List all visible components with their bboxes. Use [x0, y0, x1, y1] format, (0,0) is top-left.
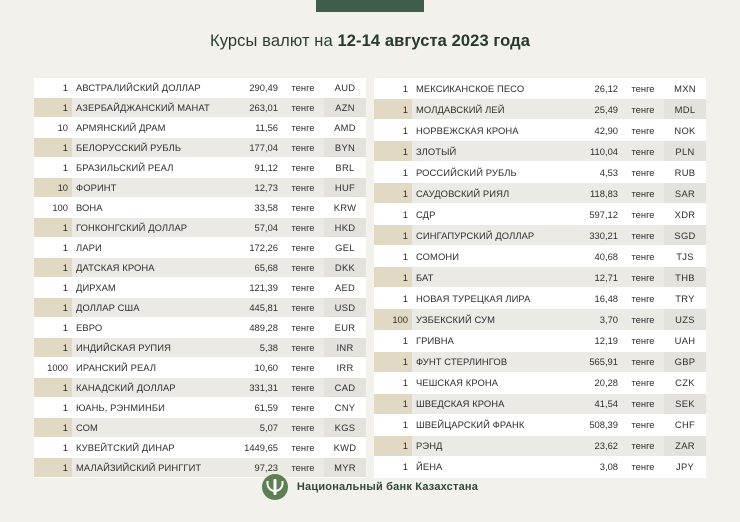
- currency-quantity: 1: [34, 298, 72, 318]
- currency-quantity: 1: [374, 351, 412, 372]
- top-decoration-bar: [0, 0, 740, 12]
- currency-code: UZS: [664, 309, 706, 330]
- currency-name: АРМЯНСКИЙ ДРАМ: [72, 118, 220, 138]
- currency-unit: тенге: [622, 393, 664, 414]
- currency-rate: 91,12: [220, 158, 282, 178]
- table-row: [34, 318, 366, 338]
- currency-rate: 97,23: [220, 458, 282, 478]
- currency-name: ЛАРИ: [72, 238, 220, 258]
- currency-quantity: 1: [374, 162, 412, 183]
- currency-name: НОРВЕЖСКАЯ КРОНА: [412, 120, 560, 141]
- currency-name: КУВЕЙТСКИЙ ДИНАР: [72, 438, 220, 458]
- currency-rate: 330,21: [560, 225, 622, 246]
- currency-code: CNY: [324, 398, 366, 418]
- currency-rate: 110,04: [560, 141, 622, 162]
- currency-code: KGS: [324, 418, 366, 438]
- currency-quantity: 1: [374, 99, 412, 120]
- currency-unit: тенге: [282, 198, 324, 218]
- currency-unit: тенге: [282, 258, 324, 278]
- currency-name: РОССИЙСКИЙ РУБЛЬ: [412, 162, 560, 183]
- currency-name: АВСТРАЛИЙСКИЙ ДОЛЛАР: [72, 78, 220, 98]
- currency-rate: 3,70: [560, 309, 622, 330]
- currency-name: ДОЛЛАР США: [72, 298, 220, 318]
- table-row: [374, 78, 706, 99]
- footer-label: Национальный банк Казахстана: [296, 481, 479, 493]
- currency-quantity: 1: [374, 372, 412, 393]
- table-row: [34, 398, 366, 418]
- currency-name: МОЛДАВСКИЙ ЛЕЙ: [412, 99, 560, 120]
- currency-code: USD: [324, 298, 366, 318]
- currency-rate: 65,68: [220, 258, 282, 278]
- currency-code: AZN: [324, 98, 366, 118]
- currency-name: СИНГАПУРСКИЙ ДОЛЛАР: [412, 225, 560, 246]
- currency-table-left: [34, 78, 366, 478]
- currency-unit: тенге: [622, 246, 664, 267]
- currency-unit: тенге: [282, 358, 324, 378]
- currency-rate: 20,28: [560, 372, 622, 393]
- currency-code: BYN: [324, 138, 366, 158]
- currency-table-right: [374, 78, 706, 478]
- currency-quantity: 1: [374, 141, 412, 162]
- currency-unit: тенге: [282, 178, 324, 198]
- currency-unit: тенге: [282, 118, 324, 138]
- currency-name: ЗЛОТЫЙ: [412, 141, 560, 162]
- table-row: [34, 138, 366, 158]
- currency-unit: тенге: [282, 318, 324, 338]
- table-row: [374, 246, 706, 267]
- currency-unit: тенге: [282, 158, 324, 178]
- currency-unit: тенге: [622, 372, 664, 393]
- currency-unit: тенге: [622, 288, 664, 309]
- currency-quantity: 1: [34, 338, 72, 358]
- currency-code: BRL: [324, 158, 366, 178]
- currency-quantity: 1: [374, 120, 412, 141]
- currency-unit: тенге: [622, 99, 664, 120]
- currency-code: EUR: [324, 318, 366, 338]
- currency-code: AED: [324, 278, 366, 298]
- currency-name: АЗЕРБАЙДЖАНСКИЙ МАНАТ: [72, 98, 220, 118]
- currency-rate: 12,19: [560, 330, 622, 351]
- currency-unit: тенге: [282, 138, 324, 158]
- currency-quantity: 10: [34, 118, 72, 138]
- currency-rate: 508,39: [560, 414, 622, 435]
- currency-code: CHF: [664, 414, 706, 435]
- currency-rate: 4,53: [560, 162, 622, 183]
- currency-quantity: 1: [34, 398, 72, 418]
- currency-code: THB: [664, 267, 706, 288]
- currency-name: ФУНТ СТЕРЛИНГОВ: [412, 351, 560, 372]
- currency-quantity: 1: [374, 435, 412, 456]
- currency-name: МАЛАЙЗИЙСКИЙ РИНГГИТ: [72, 458, 220, 478]
- currency-rate: 23,62: [560, 435, 622, 456]
- currency-quantity: 1: [34, 138, 72, 158]
- currency-code: SEK: [664, 393, 706, 414]
- currency-quantity: 10: [34, 178, 72, 198]
- table-row: [374, 267, 706, 288]
- currency-rate: 16,48: [560, 288, 622, 309]
- currency-code: KWD: [324, 438, 366, 458]
- currency-name: ИНДИЙСКАЯ РУПИЯ: [72, 338, 220, 358]
- currency-code: GEL: [324, 238, 366, 258]
- currency-code: MYR: [324, 458, 366, 478]
- currency-name: ФОРИНТ: [72, 178, 220, 198]
- currency-rate: 331,31: [220, 378, 282, 398]
- currency-quantity: 1: [374, 183, 412, 204]
- currency-unit: тенге: [622, 330, 664, 351]
- currency-code: HKD: [324, 218, 366, 238]
- currency-table-left-body: [34, 78, 366, 478]
- currency-quantity: 1: [34, 258, 72, 278]
- currency-rate: 3,08: [560, 456, 622, 477]
- table-row: [374, 162, 706, 183]
- table-row: [374, 309, 706, 330]
- currency-quantity: 1: [374, 414, 412, 435]
- currency-code: CAD: [324, 378, 366, 398]
- currency-name: СОМОНИ: [412, 246, 560, 267]
- table-row: [34, 298, 366, 318]
- currency-quantity: 1: [374, 330, 412, 351]
- table-row: [374, 414, 706, 435]
- table-row: [34, 78, 366, 98]
- currency-rate: 25,49: [560, 99, 622, 120]
- currency-code: XDR: [664, 204, 706, 225]
- table-row: [374, 225, 706, 246]
- currency-unit: тенге: [622, 435, 664, 456]
- currency-quantity: 1: [34, 78, 72, 98]
- currency-name: СОМ: [72, 418, 220, 438]
- currency-rate: 57,04: [220, 218, 282, 238]
- table-row: [34, 338, 366, 358]
- table-row: [34, 418, 366, 438]
- table-row: [374, 141, 706, 162]
- currency-rate: 1449,65: [220, 438, 282, 458]
- currency-code: MXN: [664, 78, 706, 99]
- table-row: [34, 218, 366, 238]
- currency-code: IRR: [324, 358, 366, 378]
- currency-name: БЕЛОРУССКИЙ РУБЛЬ: [72, 138, 220, 158]
- currency-rate: 172,26: [220, 238, 282, 258]
- currency-code: SGD: [664, 225, 706, 246]
- currency-code: AMD: [324, 118, 366, 138]
- currency-quantity: 1: [34, 458, 72, 478]
- currency-quantity: 1000: [34, 358, 72, 378]
- currency-rate: 11,56: [220, 118, 282, 138]
- currency-quantity: 1: [374, 267, 412, 288]
- top-green-block: [316, 0, 424, 12]
- currency-unit: тенге: [622, 183, 664, 204]
- currency-rate: 41,54: [560, 393, 622, 414]
- currency-rate: 61,59: [220, 398, 282, 418]
- currency-rate: 290,49: [220, 78, 282, 98]
- table-row: [374, 372, 706, 393]
- table-row: [374, 288, 706, 309]
- currency-unit: тенге: [282, 378, 324, 398]
- currency-unit: тенге: [622, 120, 664, 141]
- currency-unit: тенге: [282, 338, 324, 358]
- currency-quantity: 1: [34, 98, 72, 118]
- currency-name: САУДОВСКИЙ РИЯЛ: [412, 183, 560, 204]
- table-row: [374, 393, 706, 414]
- table-row: [374, 330, 706, 351]
- currency-code: KRW: [324, 198, 366, 218]
- table-row: [34, 118, 366, 138]
- currency-quantity: 1: [374, 288, 412, 309]
- currency-rate: 5,07: [220, 418, 282, 438]
- currency-unit: тенге: [622, 78, 664, 99]
- currency-unit: тенге: [622, 309, 664, 330]
- currency-quantity: 100: [34, 198, 72, 218]
- currency-name: ЮАНЬ, РЭНМИНБИ: [72, 398, 220, 418]
- currency-name: ГОНКОНГСКИЙ ДОЛЛАР: [72, 218, 220, 238]
- currency-rate: 445,81: [220, 298, 282, 318]
- currency-rate: 597,12: [560, 204, 622, 225]
- currency-rate: 118,83: [560, 183, 622, 204]
- currency-code: TRY: [664, 288, 706, 309]
- currency-unit: тенге: [282, 238, 324, 258]
- currency-name: ДАТСКАЯ КРОНА: [72, 258, 220, 278]
- currency-unit: тенге: [282, 418, 324, 438]
- currency-code: NOK: [664, 120, 706, 141]
- currency-code: TJS: [664, 246, 706, 267]
- currency-code: SAR: [664, 183, 706, 204]
- currency-code: INR: [324, 338, 366, 358]
- currency-unit: тенге: [282, 398, 324, 418]
- currency-name: СДР: [412, 204, 560, 225]
- currency-rate: 40,68: [560, 246, 622, 267]
- currency-unit: тенге: [282, 98, 324, 118]
- currency-rate: 263,01: [220, 98, 282, 118]
- currency-code: DKK: [324, 258, 366, 278]
- currency-unit: тенге: [282, 218, 324, 238]
- currency-name: БРАЗИЛЬСКИЙ РЕАЛ: [72, 158, 220, 178]
- currency-rate: 10,60: [220, 358, 282, 378]
- currency-code: UAH: [664, 330, 706, 351]
- currency-unit: тенге: [622, 204, 664, 225]
- currency-name: НОВАЯ ТУРЕЦКАЯ ЛИРА: [412, 288, 560, 309]
- currency-name: УЗБЕКСКИЙ СУМ: [412, 309, 560, 330]
- currency-table-right-body: [374, 78, 706, 478]
- table-row: [34, 158, 366, 178]
- currency-unit: тенге: [622, 414, 664, 435]
- currency-name: БАТ: [412, 267, 560, 288]
- currency-rate: 177,04: [220, 138, 282, 158]
- currency-rate: 565,91: [560, 351, 622, 372]
- currency-unit: тенге: [622, 456, 664, 477]
- table-row: [34, 198, 366, 218]
- currency-unit: тенге: [622, 141, 664, 162]
- currency-unit: тенге: [282, 278, 324, 298]
- currency-quantity: 1: [34, 218, 72, 238]
- footer: [0, 474, 740, 500]
- table-row: [34, 98, 366, 118]
- currency-name: ЧЕШСКАЯ КРОНА: [412, 372, 560, 393]
- currency-rate: 12,71: [560, 267, 622, 288]
- currency-code: RUB: [664, 162, 706, 183]
- currency-unit: тенге: [622, 162, 664, 183]
- table-row: [34, 358, 366, 378]
- table-row: [374, 204, 706, 225]
- currency-quantity: 1: [374, 393, 412, 414]
- table-row: [374, 435, 706, 456]
- table-row: [34, 258, 366, 278]
- currency-name: ВОНА: [72, 198, 220, 218]
- currency-quantity: 1: [34, 238, 72, 258]
- currency-name: ЕВРО: [72, 318, 220, 338]
- currency-code: GBP: [664, 351, 706, 372]
- page-title: [0, 32, 740, 51]
- currency-quantity: 1: [34, 318, 72, 338]
- currency-quantity: 100: [374, 309, 412, 330]
- currency-rate: 5,38: [220, 338, 282, 358]
- currency-unit: тенге: [282, 458, 324, 478]
- currency-unit: тенге: [282, 298, 324, 318]
- currency-code: JPY: [664, 456, 706, 477]
- table-row: [374, 351, 706, 372]
- table-row: [34, 438, 366, 458]
- tree-emblem-icon: [262, 474, 288, 500]
- currency-rate: 12,73: [220, 178, 282, 198]
- table-row: [34, 178, 366, 198]
- currency-quantity: 1: [374, 246, 412, 267]
- table-row: [374, 183, 706, 204]
- currency-name: ИРАНСКИЙ РЕАЛ: [72, 358, 220, 378]
- currency-rate: 121,39: [220, 278, 282, 298]
- currency-rate: 26,12: [560, 78, 622, 99]
- table-row: [34, 238, 366, 258]
- currency-quantity: 1: [34, 278, 72, 298]
- currency-name: ГРИВНА: [412, 330, 560, 351]
- currency-name: ШВЕЙЦАРСКИЙ ФРАНК: [412, 414, 560, 435]
- currency-quantity: 1: [34, 418, 72, 438]
- currency-unit: тенге: [622, 225, 664, 246]
- currency-rate: 42,90: [560, 120, 622, 141]
- table-row: [374, 99, 706, 120]
- currency-unit: тенге: [282, 78, 324, 98]
- table-row: [34, 278, 366, 298]
- page-title-date: 12-14 августа 2023 года: [337, 32, 530, 50]
- currency-code: HUF: [324, 178, 366, 198]
- currency-rate: 489,28: [220, 318, 282, 338]
- currency-code: MDL: [664, 99, 706, 120]
- currency-quantity: 1: [374, 225, 412, 246]
- currency-quantity: 1: [34, 378, 72, 398]
- page-title-prefix: Курсы валют на: [210, 32, 338, 50]
- currency-name: ШВЕДСКАЯ КРОНА: [412, 393, 560, 414]
- currency-name: МЕКСИКАНСКОЕ ПЕСО: [412, 78, 560, 99]
- currency-code: PLN: [664, 141, 706, 162]
- currency-quantity: 1: [374, 78, 412, 99]
- currency-quantity: 1: [34, 158, 72, 178]
- currency-unit: тенге: [282, 438, 324, 458]
- currency-tables: [0, 78, 740, 478]
- currency-quantity: 1: [374, 204, 412, 225]
- table-row: [374, 120, 706, 141]
- currency-code: CZK: [664, 372, 706, 393]
- currency-name: РЭНД: [412, 435, 560, 456]
- currency-rate: 33,58: [220, 198, 282, 218]
- currency-code: AUD: [324, 78, 366, 98]
- currency-name: ЙЕНА: [412, 456, 560, 477]
- currency-name: ДИРХАМ: [72, 278, 220, 298]
- table-row: [34, 378, 366, 398]
- currency-quantity: 1: [34, 438, 72, 458]
- currency-name: КАНАДСКИЙ ДОЛЛАР: [72, 378, 220, 398]
- currency-unit: тенге: [622, 351, 664, 372]
- currency-quantity: 1: [374, 456, 412, 477]
- currency-code: ZAR: [664, 435, 706, 456]
- currency-unit: тенге: [622, 267, 664, 288]
